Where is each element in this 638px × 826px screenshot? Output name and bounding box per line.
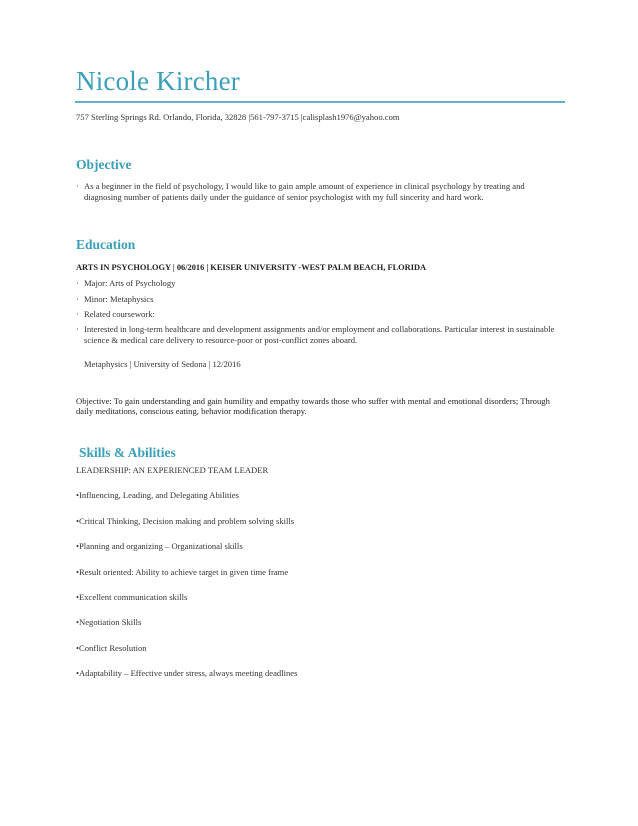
education-item-minor <box>76 294 554 305</box>
education-item-text: Related coursework: <box>84 309 155 319</box>
education-item-text: Major: Arts of Psychology <box>84 278 176 288</box>
metaphysics-line: Metaphysics | University of Sedona | 12/2016 <box>84 359 241 369</box>
objective-secondary: Objective: To gain understanding and gain humility and empathy towards those who suffer with mental and emotional disorders; Through daily meditations, conscious eating, behavior modification therapy. <box>76 396 550 416</box>
education-item-text: Minor: Metaphysics <box>84 294 154 304</box>
skill-item: •Negotiation Skills <box>76 617 142 627</box>
objective-text: As a beginner in the field of psychology, I would like to gain ample amount of experience in clinical psychology by treating and diagnosing number of patients daily under the guidance of senior psychologist with my full sincerity and hard work. <box>84 181 525 202</box>
education-heading: Education <box>76 237 136 252</box>
skill-item: •Critical Thinking, Decision making and problem solving skills <box>76 516 295 526</box>
skill-item: •Conflict Resolution <box>76 643 147 653</box>
objective-heading: Objective <box>76 157 132 172</box>
header-divider <box>75 101 565 103</box>
bullet-dot: · <box>76 294 79 304</box>
resume-name: Nicole Kircher <box>76 66 240 96</box>
objective-bullet <box>76 181 554 203</box>
contact-line: 757 Sterling Springs Rd. Orlando, Florida, 32828 |561-797-3715 |calisplash1976@yahoo.com <box>76 112 400 122</box>
education-item-coursework <box>76 309 554 320</box>
bullet-dot: · <box>76 181 79 191</box>
skill-item: •Result oriented: Ability to achieve target in given time frame <box>76 567 289 577</box>
skill-item: •Adaptability – Effective under stress, always meeting deadlines <box>76 668 298 678</box>
education-item-major <box>76 278 554 289</box>
education-item-text: Interested in long-term healthcare and development assignments and/or employment and collaborations. Particular interest in sustainable science & medical care delivery to resource-poor or post-conflict zones aboard. <box>84 324 555 345</box>
skill-item: •Planning and organizing – Organizational skills <box>76 541 243 551</box>
bullet-dot: · <box>76 324 79 334</box>
skill-item: •Influencing, Leading, and Delegating Abilities <box>76 490 239 500</box>
bullet-dot: · <box>76 309 79 319</box>
skill-item: •Excellent communication skills <box>76 592 188 602</box>
bullet-dot: · <box>76 278 79 288</box>
leadership-line: LEADERSHIP: AN EXPERIENCED TEAM LEADER <box>76 465 269 475</box>
education-item-interests <box>76 324 574 346</box>
degree-line: ARTS IN PSYCHOLOGY | 06/2016 | KEISER UNIVERSITY -WEST PALM BEACH, FLORIDA <box>76 263 427 272</box>
skills-heading: Skills & Abilities <box>79 445 176 460</box>
